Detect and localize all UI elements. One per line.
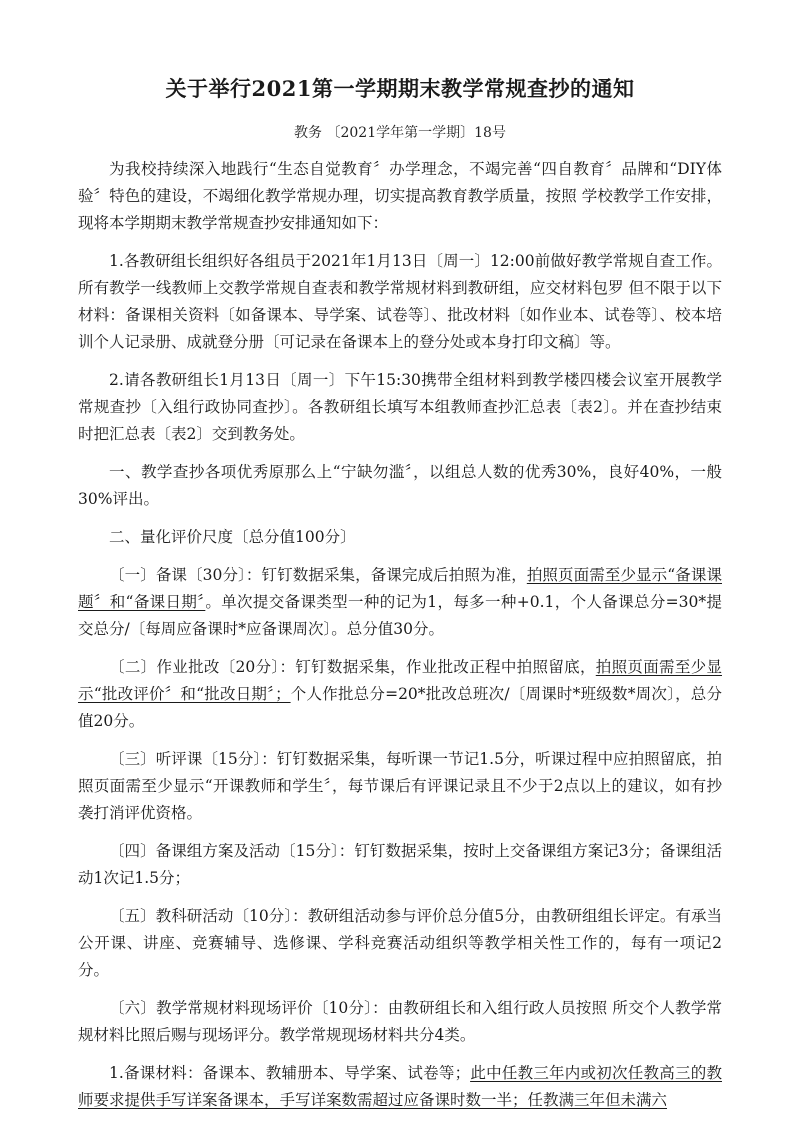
criterion-2-paragraph: [78, 654, 722, 735]
criterion-2-underlined: 拍照页面需至少显示“批改评价〞和“批改日期〞；: [78, 658, 722, 703]
intro-paragraph: 为我校持续深入地践行“生态自觉教育〞办学理念，不竭完善“四自教育〞品牌和“DIY体验〞特色的建设，不竭细化教学常规办理，切实提高教育教学质量，按照 学校教学工作安排，现将本学期期末教学常规查抄安排通知如下：: [78, 160, 722, 232]
section-1-paragraph: 一、教学查抄各项优秀原那么上“宁缺勿滥〞，以组总人数的优秀30%，良好40%，一般30%评出。: [78, 463, 722, 508]
criterion-3-paragraph: 〔三〕听评课〔15分〕：钉钉数据采集，每听课一节记1.5分，听课过程中应拍照留底，拍照页面需至少显示“开课教师和学生〞，每节课后有评课记录且不少于2点以上的建议，如有抄袭打消评优资格。: [78, 750, 722, 822]
criterion-1-underlined: 拍照页面需至少显示“备课课题〞和“备课日期〞: [78, 566, 722, 611]
criterion-4-paragraph: 〔四〕备课组方案及活动〔15分〕：钉钉数据采集，按时上交备课组方案记3分；备课组活动1次记1.5分；: [78, 842, 722, 887]
section-2-heading: 二、量化评价尺度〔总分值100分〕: [109, 528, 356, 546]
material-1-underlined: 此中任教三年内或初次任教高三的教师要求提供手写详案备课本，手写详案数需超过应备课时数一半；任教满三年但未满六: [78, 1064, 722, 1109]
criterion-6-paragraph: 〔六〕教学常规材料现场评价〔10分〕：由教研组长和入组行政人员按照 所交个人教学常规材料比照后赐与现场评分。教学常规现场材料共分4类。: [78, 999, 722, 1044]
material-1-paragraph: [78, 1060, 722, 1114]
material-1-text-a: 1.备课材料：备课本、教辅册本、导学案、试卷等；: [109, 1064, 471, 1082]
criterion-1-paragraph: [78, 562, 722, 643]
criterion-1-text-a: 〔一〕备课〔30分〕：钉钉数据采集，备课完成后拍照为准，: [109, 566, 527, 584]
criterion-5-paragraph: 〔五〕教科研活动〔10分〕：教研组活动参与评价总分值5分，由教研组组长评定。有承当公开课、讲座、竞赛辅导、选修课、学科竞赛活动组织等教学相关性工作的，每有一项记2分。: [78, 907, 722, 979]
criterion-2-text-a: 〔二〕作业批改〔20分〕：钉钉数据采集，作业批改正程中拍照留底，: [109, 658, 596, 676]
document-number: 教务 〔2021学年第一学期〕18号: [294, 125, 506, 141]
criterion-2-text-b: 个人作批总分=20*批改总班次/〔周课时*班级数*周次〕，总分值20分。: [78, 685, 722, 730]
item-2-paragraph: 2.请各教研组长1月13日〔周一〕下午15:30携带全组材料到教学楼四楼会议室开展教学常规查抄〔入组行政协同查抄〕。各教研组长填写本组教师查抄汇总表〔表2〕。并在查抄结束时把汇总表〔表2〕交到教务处。: [78, 371, 722, 443]
item-1-paragraph: 1.各教研组长组织好各组员于2021年1月13日〔周一〕12:00前做好教学常规自查工作。所有教学一线教师上交教学常规自查表和教学常规材料到教研组，应交材料包罗 但不限于以下材料：备课相关资料〔如备课本、导学案、试卷等〕、批改材料〔如作业本、试卷等〕、校本培训个人记录册、成就登分册〔可记录在备课本上的登分处或本身打印文稿〕等。: [78, 252, 722, 351]
criterion-1-text-b: 。单次提交备课类型一种的记为1，每多一种+0.1，个人备课总分=30*提交总分/〔每周应备课时*应备课周次〕。总分值30分。: [78, 593, 722, 638]
document-title: 关于举行2021第一学期期末教学常规查抄的通知: [165, 76, 635, 101]
